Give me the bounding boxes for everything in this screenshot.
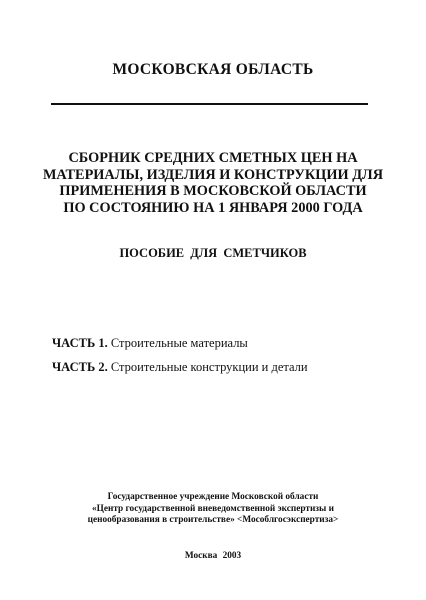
issuer-line: ценообразования в строительстве» <Мособлгосэкспертиза> [87, 515, 339, 525]
part-2-text: Строительные конструкции и детали [110, 360, 308, 374]
region-header: МОСКОВСКАЯ ОБЛАСТЬ [112, 61, 314, 78]
document-title [0, 150, 426, 216]
part-1-label: ЧАСТЬ 1. [52, 336, 108, 350]
document-subtitle: ПОСОБИЕ ДЛЯ СМЕТЧИКОВ [119, 246, 307, 260]
part-1-text: Строительные материалы [110, 336, 248, 350]
imprint-city-year: Москва 2003 [184, 551, 242, 561]
issuer-line: Государственное учреждение Московской области [107, 492, 319, 502]
part-2 [52, 360, 308, 375]
title-line: СБОРНИК СРЕДНИХ СМЕТНЫХ ЦЕН НА [68, 150, 358, 166]
header-divider [51, 103, 368, 105]
title-line: ПО СОСТОЯНИЮ НА 1 ЯНВАРЯ 2000 ГОДА [63, 199, 363, 216]
issuer-block [0, 492, 426, 527]
title-line: МАТЕРИАЛЫ, ИЗДЕЛИЯ И КОНСТРУКЦИИ ДЛЯ [42, 166, 384, 183]
issuer-line: «Центр государственной вневедомственной экспертизы и [92, 503, 334, 514]
part-1 [52, 336, 248, 351]
part-2-label: ЧАСТЬ 2. [52, 360, 108, 374]
title-line: ПРИМЕНЕНИЯ В МОСКОВСКОЙ ОБЛАСТИ [59, 183, 367, 199]
